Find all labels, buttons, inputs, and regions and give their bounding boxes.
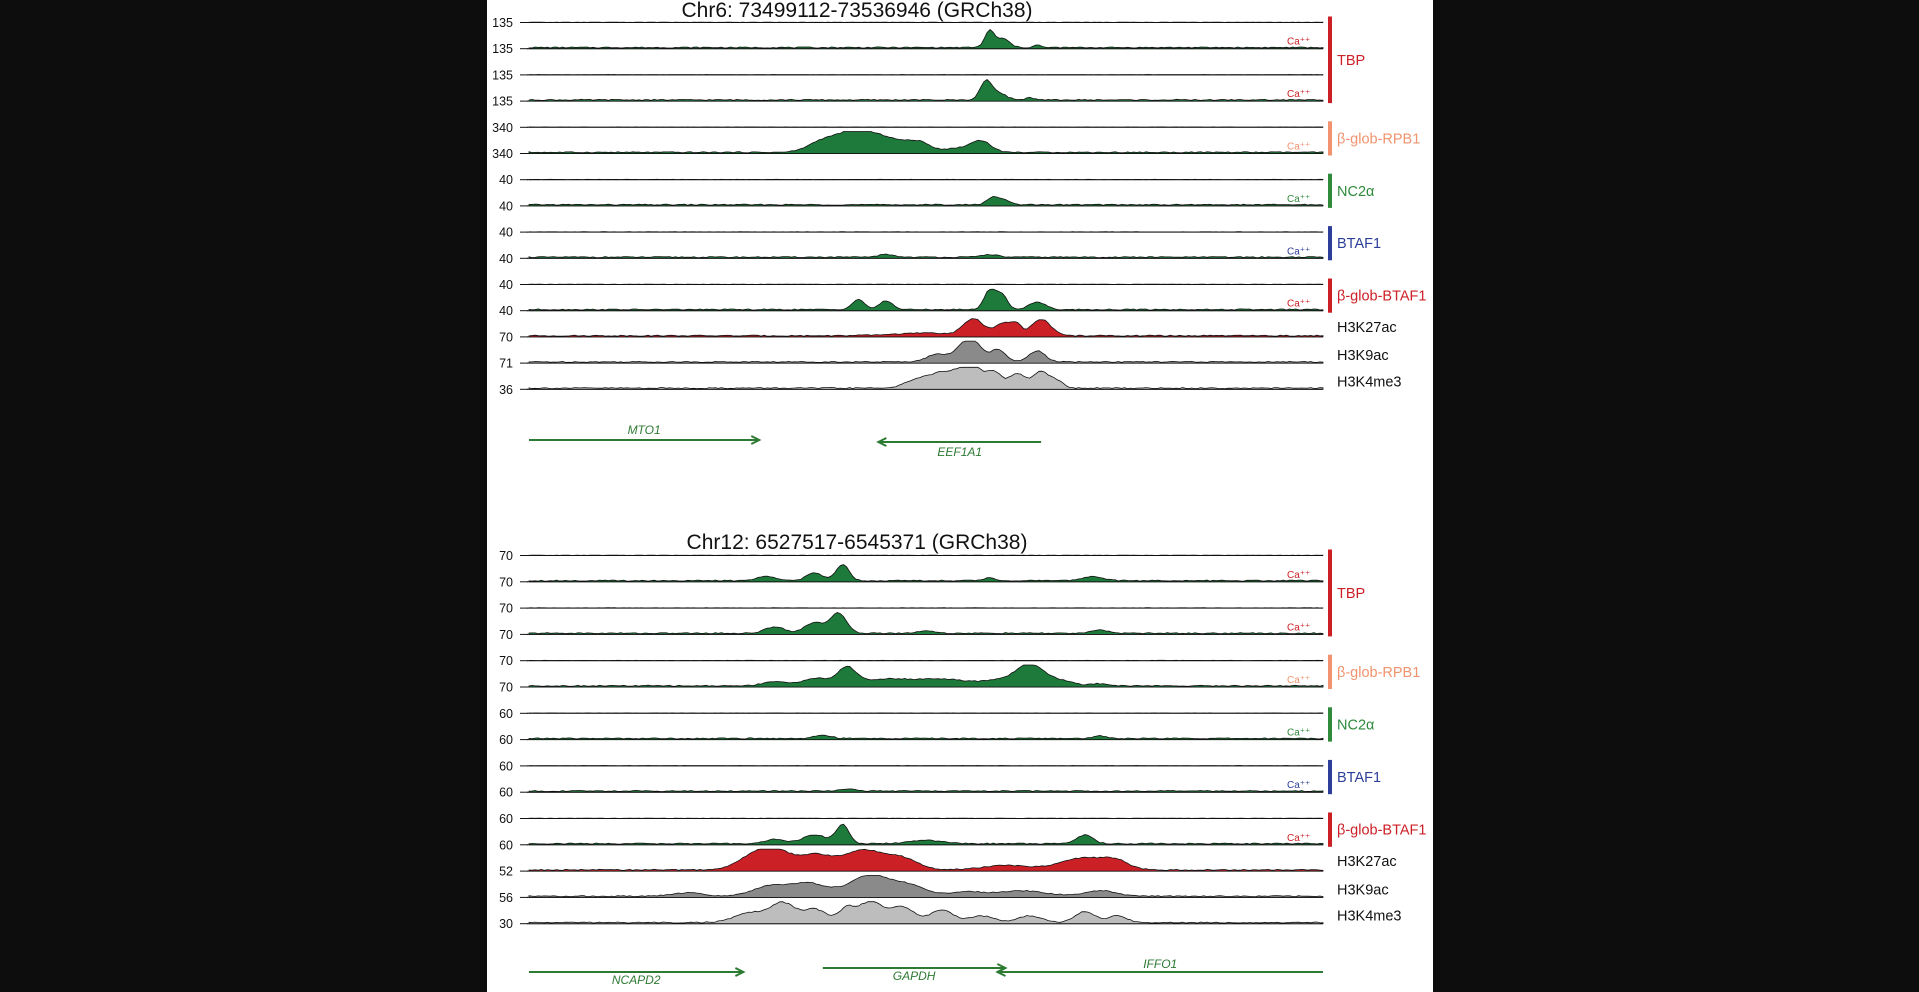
tick-label: 40 [499, 199, 513, 214]
group-TBP [1287, 550, 1365, 637]
control-signal [529, 232, 1323, 233]
group-bar [1328, 655, 1332, 689]
tick-label: 70 [499, 680, 513, 695]
calcium-label: Ca⁺⁺ [1287, 89, 1311, 101]
calcium-label: Ca⁺⁺ [1287, 780, 1311, 792]
control-signal [529, 74, 1323, 75]
group-label: β-glob-RPB1 [1337, 664, 1421, 681]
control-signal [529, 818, 1323, 819]
gene-NCAPD2 [529, 968, 743, 987]
signal-area [529, 849, 1323, 871]
track-4 [499, 173, 1323, 213]
tick-label: 70 [499, 575, 513, 590]
track-9 [499, 902, 1323, 932]
signal-area [529, 735, 1323, 740]
tick-label: 60 [499, 838, 513, 853]
tick-label: 135 [492, 42, 513, 57]
group-bar [1328, 279, 1332, 313]
track-5 [499, 759, 1323, 799]
track-3 [492, 121, 1323, 161]
track-2 [492, 68, 1323, 108]
signal-area [529, 665, 1323, 687]
signal-area [529, 341, 1323, 363]
calcium-label: Ca⁺⁺ [1287, 141, 1311, 153]
gene-IFFO1 [997, 957, 1323, 976]
panel-1 [492, 0, 1426, 459]
signal-area [529, 319, 1323, 337]
track-8 [499, 341, 1323, 371]
group-NC2α [1287, 707, 1374, 741]
histone-label: H3K4me3 [1337, 374, 1402, 391]
group-bar [1328, 550, 1332, 637]
tick-label: 30 [499, 917, 513, 932]
signal-area [529, 612, 1323, 634]
gene-label: GAPDH [892, 969, 936, 983]
signal-area [529, 789, 1323, 792]
tick-label: 71 [499, 356, 513, 371]
calcium-label: Ca⁺⁺ [1287, 298, 1311, 310]
group-β-glob-RPB1 [1287, 121, 1420, 155]
control-signal [529, 660, 1323, 661]
group-bar [1328, 760, 1332, 794]
tick-label: 60 [499, 812, 513, 826]
group-label: NC2α [1337, 717, 1375, 734]
tick-label: 340 [492, 120, 513, 135]
signal-area [529, 367, 1323, 389]
signal-area [529, 824, 1323, 845]
signal-area [529, 565, 1323, 582]
group-bar [1328, 174, 1332, 208]
group-label: TBP [1337, 52, 1366, 69]
tick-label: 70 [499, 601, 513, 616]
tick-label: 135 [492, 68, 513, 83]
group-TBP [1287, 17, 1365, 104]
tick-label: 60 [499, 759, 513, 774]
signal-area [529, 30, 1323, 49]
chart-title: Chr6: 73499112-73536946 (GRCh38) [681, 0, 1033, 22]
group-bar [1328, 813, 1332, 847]
group-label: β-glob-RPB1 [1337, 131, 1421, 148]
gene-EEF1A1 [878, 438, 1041, 459]
genome-tracks-svg [487, 0, 1433, 992]
group-label: β-glob-BTAF1 [1337, 822, 1427, 839]
tick-label: 52 [499, 864, 513, 879]
tick-label: 40 [499, 225, 513, 240]
tick-label: 40 [499, 304, 513, 319]
tick-label: 40 [499, 278, 513, 292]
control-signal [529, 713, 1323, 714]
calcium-label: Ca⁺⁺ [1287, 246, 1311, 258]
group-bar [1328, 707, 1332, 741]
control-signal [529, 127, 1323, 128]
control-signal [529, 179, 1323, 180]
calcium-label: Ca⁺⁺ [1287, 622, 1311, 634]
track-6 [499, 278, 1323, 318]
tick-label: 40 [499, 173, 513, 188]
calcium-label: Ca⁺⁺ [1287, 193, 1311, 205]
track-1 [499, 549, 1323, 589]
group-label: TBP [1337, 585, 1366, 602]
histone-label: H3K27ac [1337, 854, 1397, 871]
control-signal [529, 555, 1323, 556]
calcium-label: Ca⁺⁺ [1287, 36, 1311, 48]
tick-label: 36 [499, 382, 513, 397]
histone-label: H3K9ac [1337, 882, 1389, 899]
tick-label: 135 [492, 94, 513, 109]
group-label: BTAF1 [1337, 236, 1382, 253]
signal-area [529, 254, 1323, 258]
group-bar [1328, 226, 1332, 260]
histone-label: H3K27ac [1337, 319, 1397, 336]
tick-label: 70 [499, 330, 513, 345]
panel-2 [499, 531, 1426, 987]
gene-label: EEF1A1 [937, 445, 983, 459]
track-9 [499, 367, 1323, 397]
calcium-label: Ca⁺⁺ [1287, 727, 1311, 739]
genome-browser-figure [487, 0, 1433, 992]
tick-label: 340 [492, 147, 513, 161]
track-8 [499, 875, 1323, 905]
group-β-glob-BTAF1 [1287, 279, 1426, 313]
group-β-glob-BTAF1 [1287, 813, 1426, 847]
tick-label: 70 [499, 627, 513, 642]
track-3 [499, 654, 1323, 694]
signal-area [529, 289, 1323, 311]
group-NC2α [1287, 174, 1374, 208]
tick-label: 135 [492, 16, 513, 30]
track-5 [499, 226, 1323, 266]
track-1 [492, 16, 1323, 56]
gene-label: NCAPD2 [611, 973, 661, 987]
gene-MTO1 [529, 423, 759, 444]
tick-label: 60 [499, 785, 513, 800]
tick-label: 60 [499, 706, 513, 721]
track-7 [499, 849, 1323, 879]
gene-label: MTO1 [627, 423, 661, 437]
calcium-label: Ca⁺⁺ [1287, 569, 1311, 581]
track-6 [499, 812, 1323, 852]
tick-label: 56 [499, 890, 513, 905]
histone-label: H3K9ac [1337, 348, 1389, 365]
signal-area [529, 80, 1323, 102]
control-signal [529, 22, 1323, 23]
group-label: BTAF1 [1337, 770, 1382, 787]
group-BTAF1 [1287, 226, 1381, 260]
group-BTAF1 [1287, 760, 1381, 794]
group-bar [1328, 17, 1332, 104]
group-bar [1328, 121, 1332, 155]
gene-label: IFFO1 [1143, 957, 1178, 971]
group-label: β-glob-BTAF1 [1337, 288, 1427, 305]
group-β-glob-RPB1 [1287, 655, 1420, 689]
control-signal [529, 608, 1323, 609]
control-signal [529, 765, 1323, 766]
tick-label: 60 [499, 733, 513, 748]
tick-label: 40 [499, 251, 513, 266]
gene-GAPDH [823, 964, 1006, 983]
track-7 [499, 319, 1323, 345]
signal-area [529, 193, 1323, 206]
calcium-label: Ca⁺⁺ [1287, 832, 1311, 844]
tick-label: 70 [499, 549, 513, 563]
signal-area [529, 902, 1323, 924]
signal-area [529, 875, 1323, 897]
chart-title: Chr12: 6527517-6545371 (GRCh38) [686, 531, 1028, 554]
control-signal [529, 284, 1323, 285]
tick-label: 70 [499, 654, 513, 669]
calcium-label: Ca⁺⁺ [1287, 675, 1311, 686]
histone-label: H3K4me3 [1337, 908, 1402, 925]
signal-area [529, 132, 1323, 154]
track-4 [499, 707, 1323, 747]
group-label: NC2α [1337, 183, 1375, 200]
track-2 [499, 602, 1323, 642]
